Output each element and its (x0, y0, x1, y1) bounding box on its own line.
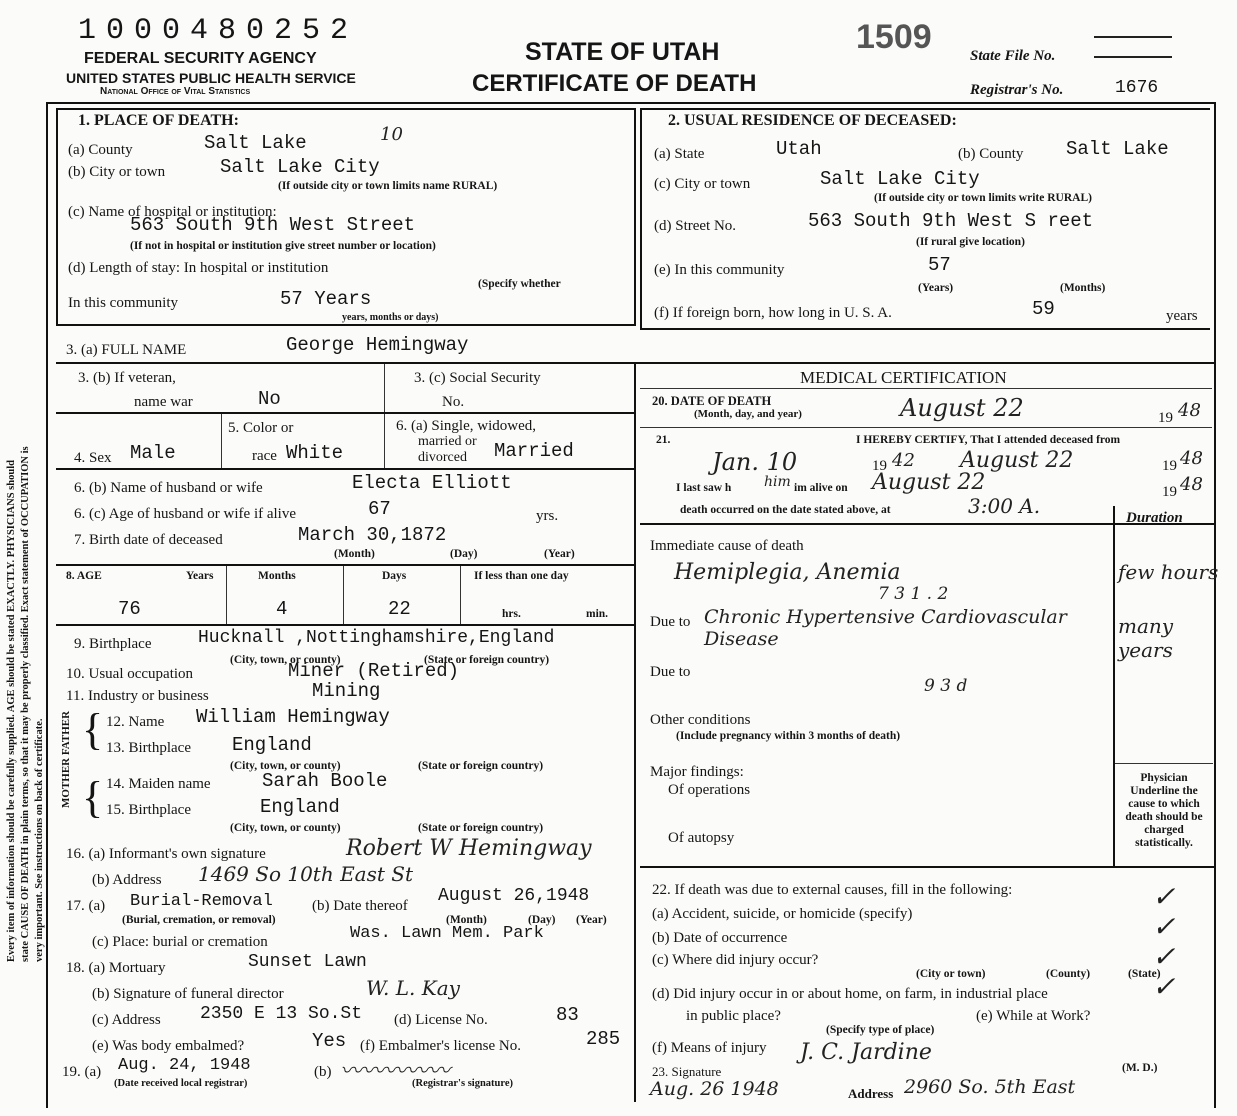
side-instructions-2: state CAUSE OF DEATH in plain terms, so that it may be properly classified. Exact statement of OCCUPATION is (20, 446, 31, 962)
autopsy-label: Of autopsy (668, 830, 735, 846)
ss-no-label: No. (442, 394, 465, 410)
agency-name: FEDERAL SECURITY AGENCY (84, 50, 317, 67)
physician-note-line (1115, 763, 1213, 764)
age-days-value: 22 (388, 598, 411, 620)
physician-address-label: Address (848, 1086, 894, 1101)
pod-county-value: Salt Lake (204, 132, 307, 154)
pod-county-mark: 10 (380, 124, 403, 145)
mort-address-label: (c) Address (92, 1012, 161, 1028)
name-war-label: name war (134, 394, 193, 410)
box2-left (640, 108, 642, 330)
received-value: Aug. 24, 1948 (118, 1056, 251, 1075)
certify-num: 21. (656, 434, 671, 446)
res-community-value: 57 (928, 254, 951, 276)
birth-month-label: (Month) (334, 548, 375, 560)
father-state-note: (State or foreign country) (418, 760, 544, 772)
burial-day-label: (Day) (528, 914, 556, 926)
pod-city-label: (b) City or town (68, 164, 166, 180)
stamp-number: 1509 (856, 18, 932, 56)
director-label: (b) Signature of funeral director (92, 986, 284, 1002)
father-city-note: (City, town, or county) (230, 760, 341, 772)
medical-left (634, 362, 636, 1102)
external-c: (c) Where did injury occur? (652, 952, 819, 968)
father-birth-value: England (232, 734, 312, 756)
registrar-sig-label: (b) (314, 1064, 332, 1080)
state-file-value-crossed (1094, 36, 1172, 58)
external-loc-1: (City or town) (916, 968, 986, 980)
place-of-death-heading: 1. PLACE OF DEATH: (78, 112, 239, 129)
age-months-col: Months (258, 570, 296, 582)
marital-value: Married (494, 440, 574, 462)
res-years-label: (Years) (918, 282, 954, 294)
burial-date-value: August 26,1948 (438, 886, 590, 906)
saw-label: I last saw h (676, 482, 732, 494)
birthplace-city-note: (City, town, or county) (230, 654, 341, 666)
age-min: min. (586, 608, 609, 620)
to-year-prefix: 19 (1162, 458, 1177, 474)
informant-signature: Robert W Hemingway (346, 836, 592, 861)
document-title: CERTIFICATE OF DEATH (472, 70, 757, 97)
external-sig-label: 23. Signature (652, 1064, 722, 1079)
director-signature: W. L. Kay (366, 976, 460, 1000)
embalmed-label: (e) Was body embalmed? (92, 1038, 245, 1054)
spouse-value: Electa Elliott (352, 472, 512, 494)
father-name-label: 12. Name (106, 714, 165, 730)
mother-brace: { (82, 773, 104, 822)
registrar-label: Registrar's No. (970, 82, 1064, 98)
age-years-value: 76 (118, 598, 141, 620)
spouse-label: 6. (b) Name of husband or wife (74, 480, 263, 496)
res-community-label: (e) In this community (654, 262, 785, 278)
due2-label: Due to (650, 664, 691, 680)
birth-day-label: (Day) (450, 548, 478, 560)
pod-hospital-label: (c) Name of hospital or institution: (68, 204, 277, 220)
mother-father-label: MOTHER FATHER (60, 710, 72, 808)
box1-bottom (56, 324, 636, 326)
death-year-value: 48 (1178, 400, 1201, 421)
registrar-signature-scribble: 〰〰〰〰〰 (340, 1059, 451, 1084)
age-label: 8. AGE (66, 570, 102, 582)
res-months-label: (Months) (1060, 282, 1106, 294)
immediate-duration: few hours (1118, 560, 1219, 584)
external-heading: 22. If death was due to external causes, fill in the following: (652, 882, 1013, 898)
res-state-label: (a) State (654, 146, 705, 162)
pod-hospital-note: (If not in hospital or institution give street number or location) (130, 240, 436, 252)
external-loc-3: (State) (1128, 968, 1161, 980)
mother-birth-label: 15. Birthplace (106, 802, 191, 818)
age-days-col: Days (382, 570, 407, 582)
age-hrs: hrs. (502, 608, 521, 620)
other-label: Other conditions (650, 712, 751, 728)
frame-left (46, 102, 48, 1108)
box1-left (56, 108, 58, 326)
ss-label: 3. (c) Social Security (414, 370, 541, 386)
sex-value: Male (130, 442, 176, 464)
physician-sig-date: Aug. 26 1948 (650, 1078, 779, 1100)
external-place-note: (Specify type of place) (826, 1024, 935, 1036)
pod-community-label: In this community (68, 295, 178, 311)
res-state-value: Utah (776, 138, 822, 160)
yrs-label: yrs. (536, 508, 559, 524)
received-label: 19. (a) (62, 1064, 102, 1080)
birth-year-label: (Year) (544, 548, 575, 560)
burial-place-label: (c) Place: burial or cremation (92, 934, 268, 950)
death-year-prefix: 19 (1158, 410, 1173, 426)
last-year: 48 (1180, 474, 1203, 495)
medical-head-line (640, 388, 1212, 389)
res-city-note: (If outside city or town limits write RURAL) (874, 192, 1092, 204)
registrar-number: 1676 (1115, 78, 1159, 98)
death-date-value: August 22 (900, 394, 1024, 422)
saw-him: him (764, 474, 791, 490)
medical-heading: MEDICAL CERTIFICATION (800, 368, 1007, 387)
other-note: (Include pregnancy within 3 months of death) (676, 730, 901, 742)
attended-from: Jan. 10 (712, 448, 798, 476)
line-row8 (56, 564, 636, 566)
mother-name-value: Sarah Boole (262, 770, 388, 792)
occupation-value: Miner (Retired) (288, 660, 460, 682)
color-label: 5. Color or (228, 420, 294, 436)
due-label: Due to (650, 614, 691, 630)
spouse-age-value: 67 (368, 498, 391, 520)
pod-community-value: 57 Years (280, 288, 372, 310)
spouse-age-label: 6. (c) Age of husband or wife if alive (74, 506, 297, 522)
birthplace-label: 9. Birthplace (74, 636, 152, 652)
license-label: (d) License No. (394, 1012, 488, 1028)
veteran-value: No (258, 388, 281, 410)
res-foreign-value: 59 (1032, 298, 1055, 320)
external-d2: in public place? (686, 1008, 781, 1024)
box1-top (56, 108, 636, 110)
res-city-value: Salt Lake City (820, 168, 980, 190)
line-row3 (56, 362, 636, 364)
medical-line-22 (640, 866, 1214, 868)
line-ss-div (384, 364, 385, 412)
birthplace-state-note: (State or foreign country) (424, 654, 550, 666)
occupation-label: 10. Usual occupation (66, 666, 194, 682)
full-name-label: 3. (a) FULL NAME (66, 342, 187, 358)
mother-state-note: (State or foreign country) (418, 822, 544, 834)
due-value: Chronic Hypertensive Cardiovascular Disease (704, 606, 1067, 650)
physician-note: Physician Underline the cause to which death should be charged statistically. (1125, 772, 1203, 849)
marital-label-a: 6. (a) Single, widowed, (396, 418, 536, 434)
findings-label: Major findings: (650, 764, 744, 780)
immediate-value: Hemiplegia, Anemia (674, 560, 901, 585)
external-checkmarks: ✓ ✓ ✓ ✓ (1152, 880, 1176, 1003)
death-date-note: (Month, day, and year) (694, 408, 802, 420)
medical-top (634, 362, 1214, 364)
pod-city-note: (If outside city or town limits name RURAL) (278, 180, 498, 192)
due2-code: 9 3 d (924, 676, 968, 696)
marital-label-b: married or (418, 434, 477, 449)
external-b: (b) Date of occurrence (652, 930, 788, 946)
age-div-3 (460, 566, 461, 624)
mother-city-note: (City, town, or county) (230, 822, 341, 834)
frame-top (46, 102, 1216, 104)
pod-stay-note: (Specify whether (478, 278, 561, 290)
pod-community-note: years, months or days) (342, 312, 439, 323)
embalmer-value: 285 (586, 1028, 621, 1050)
box2-top (640, 108, 1210, 110)
burial-year-label: (Year) (576, 914, 607, 926)
burial-date-label: (b) Date thereof (312, 898, 408, 914)
side-instructions-1: Every item of information should be carefully supplied. AGE should be stated EXACTLY. PHYSICIANS should (6, 460, 17, 962)
age-less-day: If less than one day (474, 570, 569, 582)
marital-label-c: divorced (418, 450, 467, 465)
burial-month-label: (Month) (446, 914, 487, 926)
external-loc-2: (County) (1046, 968, 1091, 980)
office-name: National Office of Vital Statistics (100, 86, 251, 97)
from-year: 42 (892, 450, 915, 471)
mother-birth-value: England (260, 796, 340, 818)
industry-label: 11. Industry or business (66, 688, 209, 704)
residence-heading: 2. USUAL RESIDENCE OF DECEASED: (668, 112, 957, 129)
duration-divider (1113, 506, 1115, 866)
embalmed-value: Yes (312, 1030, 347, 1052)
res-street-note: (If rural give location) (916, 236, 1025, 248)
industry-value: Mining (312, 680, 381, 702)
burial-place-value: Was. Lawn Mem. Park (350, 924, 544, 943)
side-instructions-3: very important. See instructions on back of certificate. (34, 718, 45, 962)
saw-alive: im alive on (794, 482, 848, 494)
burial-note: (Burial, cremation, or removal) (122, 914, 276, 926)
mortuary-label: 18. (a) Mortuary (66, 960, 166, 976)
duration-label: Duration (1126, 510, 1183, 526)
box2-bottom (640, 328, 1210, 330)
service-name: UNITED STATES PUBLIC HEALTH SERVICE (66, 70, 356, 86)
full-name-value: George Hemingway (286, 334, 469, 356)
res-street-label: (d) Street No. (654, 218, 737, 234)
res-years-word: years (1166, 308, 1198, 324)
external-d: (d) Did injury occur in or about home, on farm, in industrial place (652, 986, 1048, 1002)
pod-city-value: Salt Lake City (220, 156, 380, 178)
box1-right (634, 108, 636, 326)
line-row4 (56, 412, 636, 414)
external-f: (f) Means of injury (652, 1040, 767, 1056)
res-city-label: (c) City or town (654, 176, 751, 192)
line-row9 (56, 624, 636, 626)
external-e: (e) While at Work? (976, 1008, 1091, 1024)
certify-text: I HEREBY CERTIFY, That I attended deceased from (856, 434, 1121, 446)
immediate-code: 7 3 1 . 2 (878, 584, 949, 604)
father-brace: { (82, 705, 104, 754)
medical-line-20 (640, 427, 1212, 428)
informant-address-value: 1469 So 10th East St (198, 862, 413, 886)
external-a: (a) Accident, suicide, or homicide (specify) (652, 906, 913, 922)
burial-label: 17. (a) (66, 898, 106, 914)
death-time: 3:00 A. (968, 494, 1041, 518)
mortuary-value: Sunset Lawn (248, 952, 367, 972)
birth-label: 7. Birth date of deceased (74, 532, 223, 548)
operations-label: Of operations (668, 782, 751, 798)
state-file-label: State File No. (970, 48, 1056, 64)
state-title: STATE OF UTAH (525, 38, 720, 66)
res-county-label: (b) County (958, 146, 1024, 162)
age-months-value: 4 (276, 598, 288, 620)
sex-label: 4. Sex (74, 450, 112, 466)
embalmer-label: (f) Embalmer's license No. (360, 1038, 521, 1054)
race-value: White (286, 442, 344, 464)
immediate-label: Immediate cause of death (650, 538, 804, 554)
mother-name-label: 14. Maiden name (106, 776, 211, 792)
res-street-value: 563 South 9th West S reet (808, 210, 1094, 232)
birth-value: March 30,1872 (298, 524, 447, 546)
mort-address-value: 2350 E 13 So.St (200, 1004, 363, 1024)
father-name-value: William Hemingway (196, 706, 390, 728)
age-div-2 (343, 566, 344, 624)
occurred-text: death occurred on the date stated above, at (680, 504, 891, 516)
birthplace-value: Hucknall ,Nottinghamshire,England (198, 628, 555, 648)
last-year-prefix: 19 (1162, 484, 1177, 500)
line-sex-div (221, 414, 222, 468)
certificate-number: 1000480252 (78, 14, 359, 48)
veteran-label: 3. (b) If veteran, (78, 370, 176, 386)
res-foreign-label: (f) If foreign born, how long in U. S. A. (654, 305, 892, 321)
burial-value: Burial-Removal (130, 892, 273, 911)
pod-hospital-value: 563 South 9th West Street (130, 214, 416, 236)
death-date-label: 20. DATE OF DEATH (652, 394, 772, 408)
frame-right (1214, 102, 1216, 1108)
last-seen: August 22 (872, 470, 986, 495)
line-row6b (56, 468, 636, 470)
informant-address-label: (b) Address (92, 872, 162, 888)
license-value: 83 (556, 1004, 579, 1026)
physician-address: 2960 So. 5th East (904, 1076, 1076, 1098)
to-year: 48 (1180, 448, 1203, 469)
pod-county-label: (a) County (68, 142, 133, 158)
physician-signature: J. C. Jardine (800, 1040, 932, 1065)
received-note: (Date received local registrar) (114, 1078, 248, 1089)
father-birth-label: 13. Birthplace (106, 740, 191, 756)
line-race-div (384, 414, 385, 468)
res-county-value: Salt Lake (1066, 138, 1169, 160)
age-years-col: Years (186, 570, 214, 582)
informant-sig-label: 16. (a) Informant's own signature (66, 846, 266, 862)
registrar-sig-note: (Registrar's signature) (412, 1078, 513, 1089)
from-year-prefix: 19 (872, 458, 887, 474)
due-duration: many years (1118, 614, 1174, 662)
attended-to: August 22 (960, 448, 1074, 473)
age-div-1 (226, 566, 227, 624)
pod-stay-label: (d) Length of stay: In hospital or institution (68, 260, 329, 276)
race-label: race (252, 448, 277, 464)
external-md: (M. D.) (1122, 1062, 1158, 1074)
